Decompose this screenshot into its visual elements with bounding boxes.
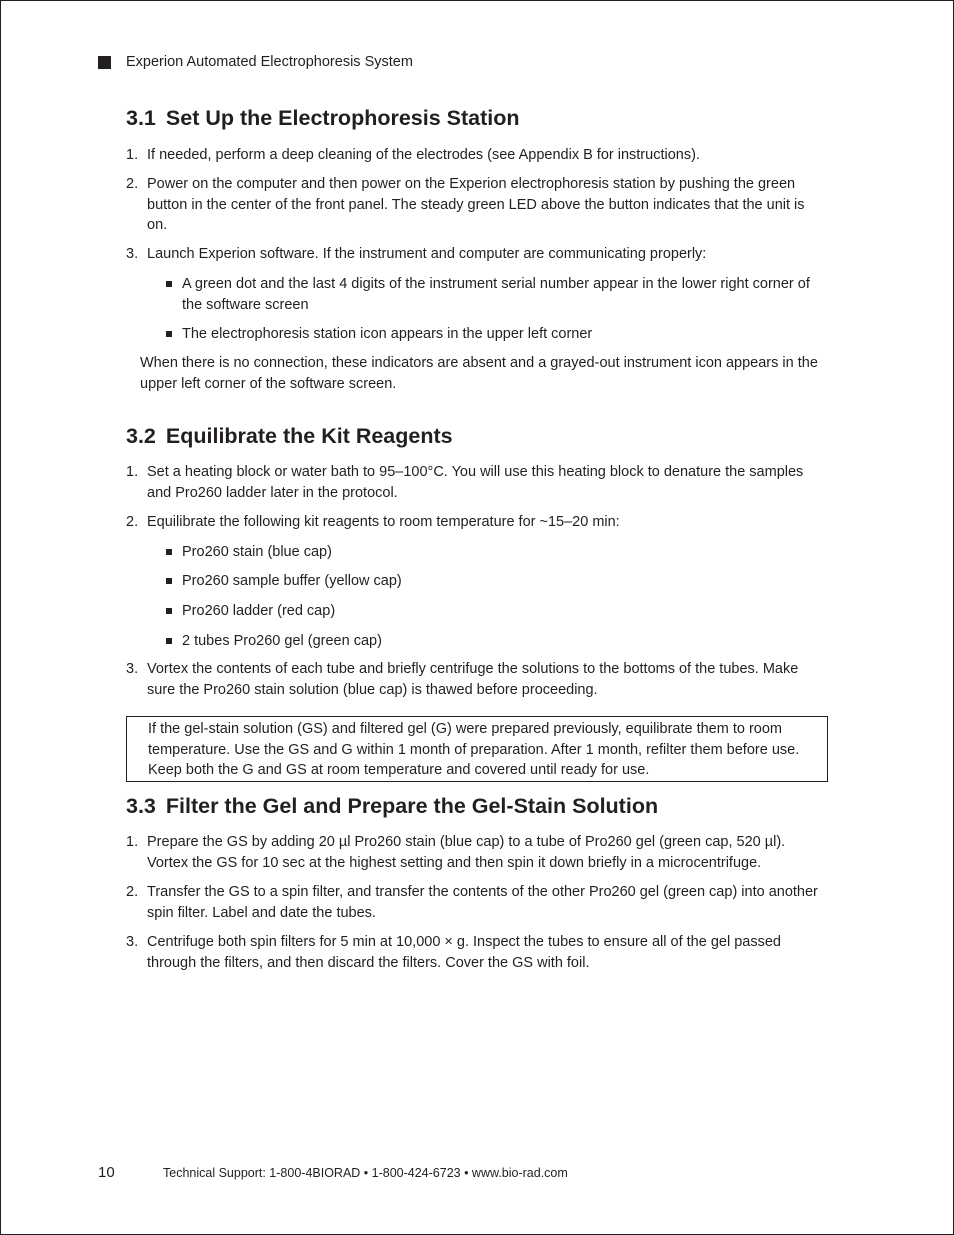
list-item — [126, 882, 826, 923]
footer-support-text: Technical Support: 1-800-4BIORAD • 1-800-424-6723 • www.bio-rad.com — [163, 1166, 568, 1180]
section-title-text: Set Up the Electrophoresis Station — [165, 106, 520, 130]
section-number: 3.3 — [126, 794, 156, 818]
list-marker: 3. — [126, 246, 139, 262]
list-item-text: Set a heating block or water bath to 95–100°C. You will use this heating block to denature the samples and Pro260 ladder later in the protocol. — [147, 464, 804, 501]
section-title-text: Equilibrate the Kit Reagents — [165, 424, 453, 448]
section-number: 3.1 — [126, 106, 156, 130]
list-item — [126, 462, 826, 503]
section-3-1-title — [126, 106, 520, 131]
list-item — [126, 832, 826, 873]
section-3-3-title — [126, 794, 658, 819]
list-marker: 1. — [126, 464, 139, 480]
running-header-text: Experion Automated Electrophoresis System — [126, 54, 413, 70]
bullet-item — [166, 601, 830, 622]
bullet-item-text: Pro260 stain (blue cap) — [182, 544, 332, 560]
list-item-text: Power on the computer and then power on the Experion electrophoresis station by pushing the green button in the center of the front panel. The steady green LED above the button indicates that the unit is on. — [147, 176, 805, 233]
list-item — [126, 244, 826, 265]
bullet-item-text: Pro260 ladder (red cap) — [182, 603, 336, 619]
bullet-item-text: Pro260 sample buffer (yellow cap) — [182, 573, 402, 589]
bullet-item — [166, 631, 830, 652]
list-marker: 2. — [126, 176, 139, 192]
bullet-item — [166, 542, 830, 563]
paragraph: When there is no connection, these indicators are absent and a grayed-out instrument icon appears in the upper left corner of the software screen. — [140, 355, 818, 392]
list-marker: 3. — [126, 934, 139, 950]
section-title-text: Filter the Gel and Prepare the Gel-Stain Solution — [165, 794, 659, 818]
note-text: If the gel-stain solution (GS) and filtered gel (G) were prepared previously, equilibrate them to room temperature. Use the GS and G within 1 month of preparation. After 1 month, refilter them before use. Keep both the G and GS at room temperature and covered until ready for use. — [148, 721, 800, 778]
running-header — [98, 52, 413, 72]
list-item — [126, 145, 826, 166]
header-square-icon — [98, 56, 111, 69]
square-bullet-icon — [166, 331, 172, 337]
section-3-2-title — [126, 424, 453, 449]
bullet-item — [166, 571, 830, 592]
list-marker: 3. — [126, 661, 139, 677]
page-number: 10 — [98, 1164, 115, 1181]
list-item-text: Centrifuge both spin filters for 5 min at 10,000 × g. Inspect the tubes to ensure all of the gel passed through the filters, and then discard the filters. Cover the GS with foil. — [147, 934, 781, 971]
bullet-item-text: A green dot and the last 4 digits of the instrument serial number appear in the lower right corner of the software screen — [182, 276, 810, 313]
list-marker: 1. — [126, 147, 139, 163]
list-marker: 2. — [126, 884, 139, 900]
list-item-text: Prepare the GS by adding 20 µl Pro260 stain (blue cap) to a tube of Pro260 gel (green cap, 520 µl). Vortex the GS for 10 sec at the highest setting and then spin it down briefly in a microcentrifuge. — [147, 834, 786, 871]
list-item-text: Transfer the GS to a spin filter, and transfer the contents of the other Pro260 gel (green cap) into another spin filter. Label and date the tubes. — [147, 884, 818, 921]
bullet-item — [166, 324, 830, 345]
square-bullet-icon — [166, 608, 172, 614]
list-item — [126, 512, 826, 533]
list-marker: 2. — [126, 514, 139, 530]
note-box — [126, 716, 828, 782]
bullet-item-text: The electrophoresis station icon appears in the upper left corner — [182, 326, 593, 342]
square-bullet-icon — [166, 281, 172, 287]
section-number: 3.2 — [126, 424, 156, 448]
list-item-text: If needed, perform a deep cleaning of the electrodes (see Appendix B for instructions). — [147, 147, 700, 163]
list-item — [126, 174, 826, 236]
list-item-text: Equilibrate the following kit reagents to room temperature for ~15–20 min: — [147, 514, 620, 530]
bullet-item — [166, 274, 830, 315]
square-bullet-icon — [166, 578, 172, 584]
list-item — [126, 659, 826, 700]
list-item-text: Vortex the contents of each tube and briefly centrifuge the solutions to the bottoms of the tubes. Make sure the Pro260 stain solution (blue cap) is thawed before proceeding. — [147, 661, 799, 698]
list-item-text: Launch Experion software. If the instrument and computer are communicating properly: — [147, 246, 707, 262]
square-bullet-icon — [166, 549, 172, 555]
bullet-item-text: 2 tubes Pro260 gel (green cap) — [182, 633, 382, 649]
square-bullet-icon — [166, 638, 172, 644]
list-marker: 1. — [126, 834, 139, 850]
list-item — [126, 932, 826, 973]
